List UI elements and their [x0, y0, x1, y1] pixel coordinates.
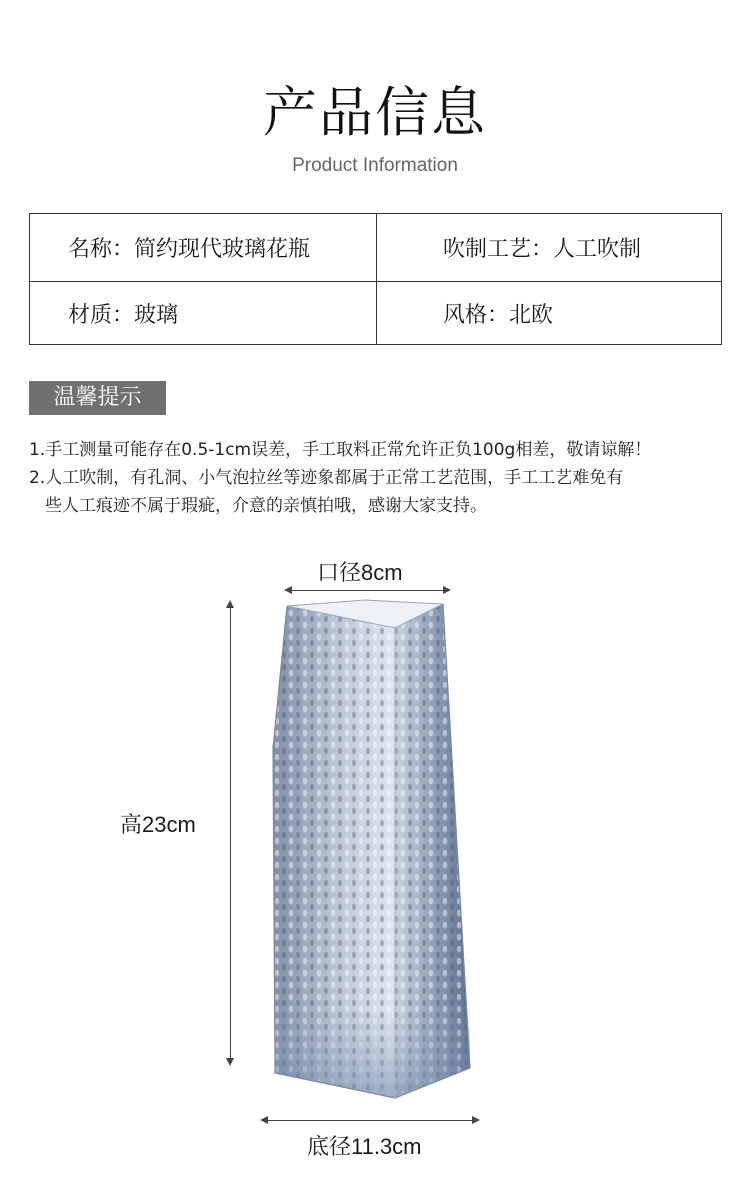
spec-table — [29, 213, 722, 345]
spec-name: 名称：简约现代玻璃花瓶 — [30, 214, 377, 282]
height-dimension-line — [230, 606, 231, 1060]
arrow-up-icon — [226, 600, 234, 608]
mouth-dimension-line — [290, 590, 445, 591]
tips-badge: 温馨提示 — [29, 381, 166, 415]
base-dimension-line — [266, 1120, 474, 1121]
spec-material: 材质：玻璃 — [30, 282, 377, 345]
page-title: 产品信息 — [263, 81, 487, 144]
tips-notes — [29, 436, 744, 520]
vase-icon — [245, 598, 485, 1108]
height-label: 高23cm — [120, 812, 196, 837]
spec-craft: 吹制工艺：人工吹制 — [377, 214, 722, 282]
mouth-diameter-label: 口径8cm — [317, 560, 403, 585]
arrow-left-icon — [284, 586, 292, 594]
table-row — [30, 282, 722, 345]
arrow-right-icon — [443, 586, 451, 594]
arrow-left-icon — [260, 1116, 268, 1124]
arrow-down-icon — [226, 1058, 234, 1066]
table-row — [30, 214, 722, 282]
tip-line-3: 些人工痕迹不属于瑕疵，介意的亲慎拍哦，感谢大家支持。 — [45, 496, 487, 516]
tip-line-1: 1.手工测量可能存在0.5-1cm误差，手工取料正常允许正负100g相差，敬请谅解！ — [29, 440, 652, 460]
arrow-right-icon — [472, 1116, 480, 1124]
spec-style: 风格：北欧 — [377, 282, 722, 345]
page-subtitle: Product Information — [292, 155, 458, 176]
tip-line-2: 2.人工吹制，有孔洞、小气泡拉丝等迹象都属于正常工艺范围，手工工艺难免有 — [29, 468, 624, 488]
base-diameter-label: 底径11.3cm — [307, 1134, 422, 1159]
